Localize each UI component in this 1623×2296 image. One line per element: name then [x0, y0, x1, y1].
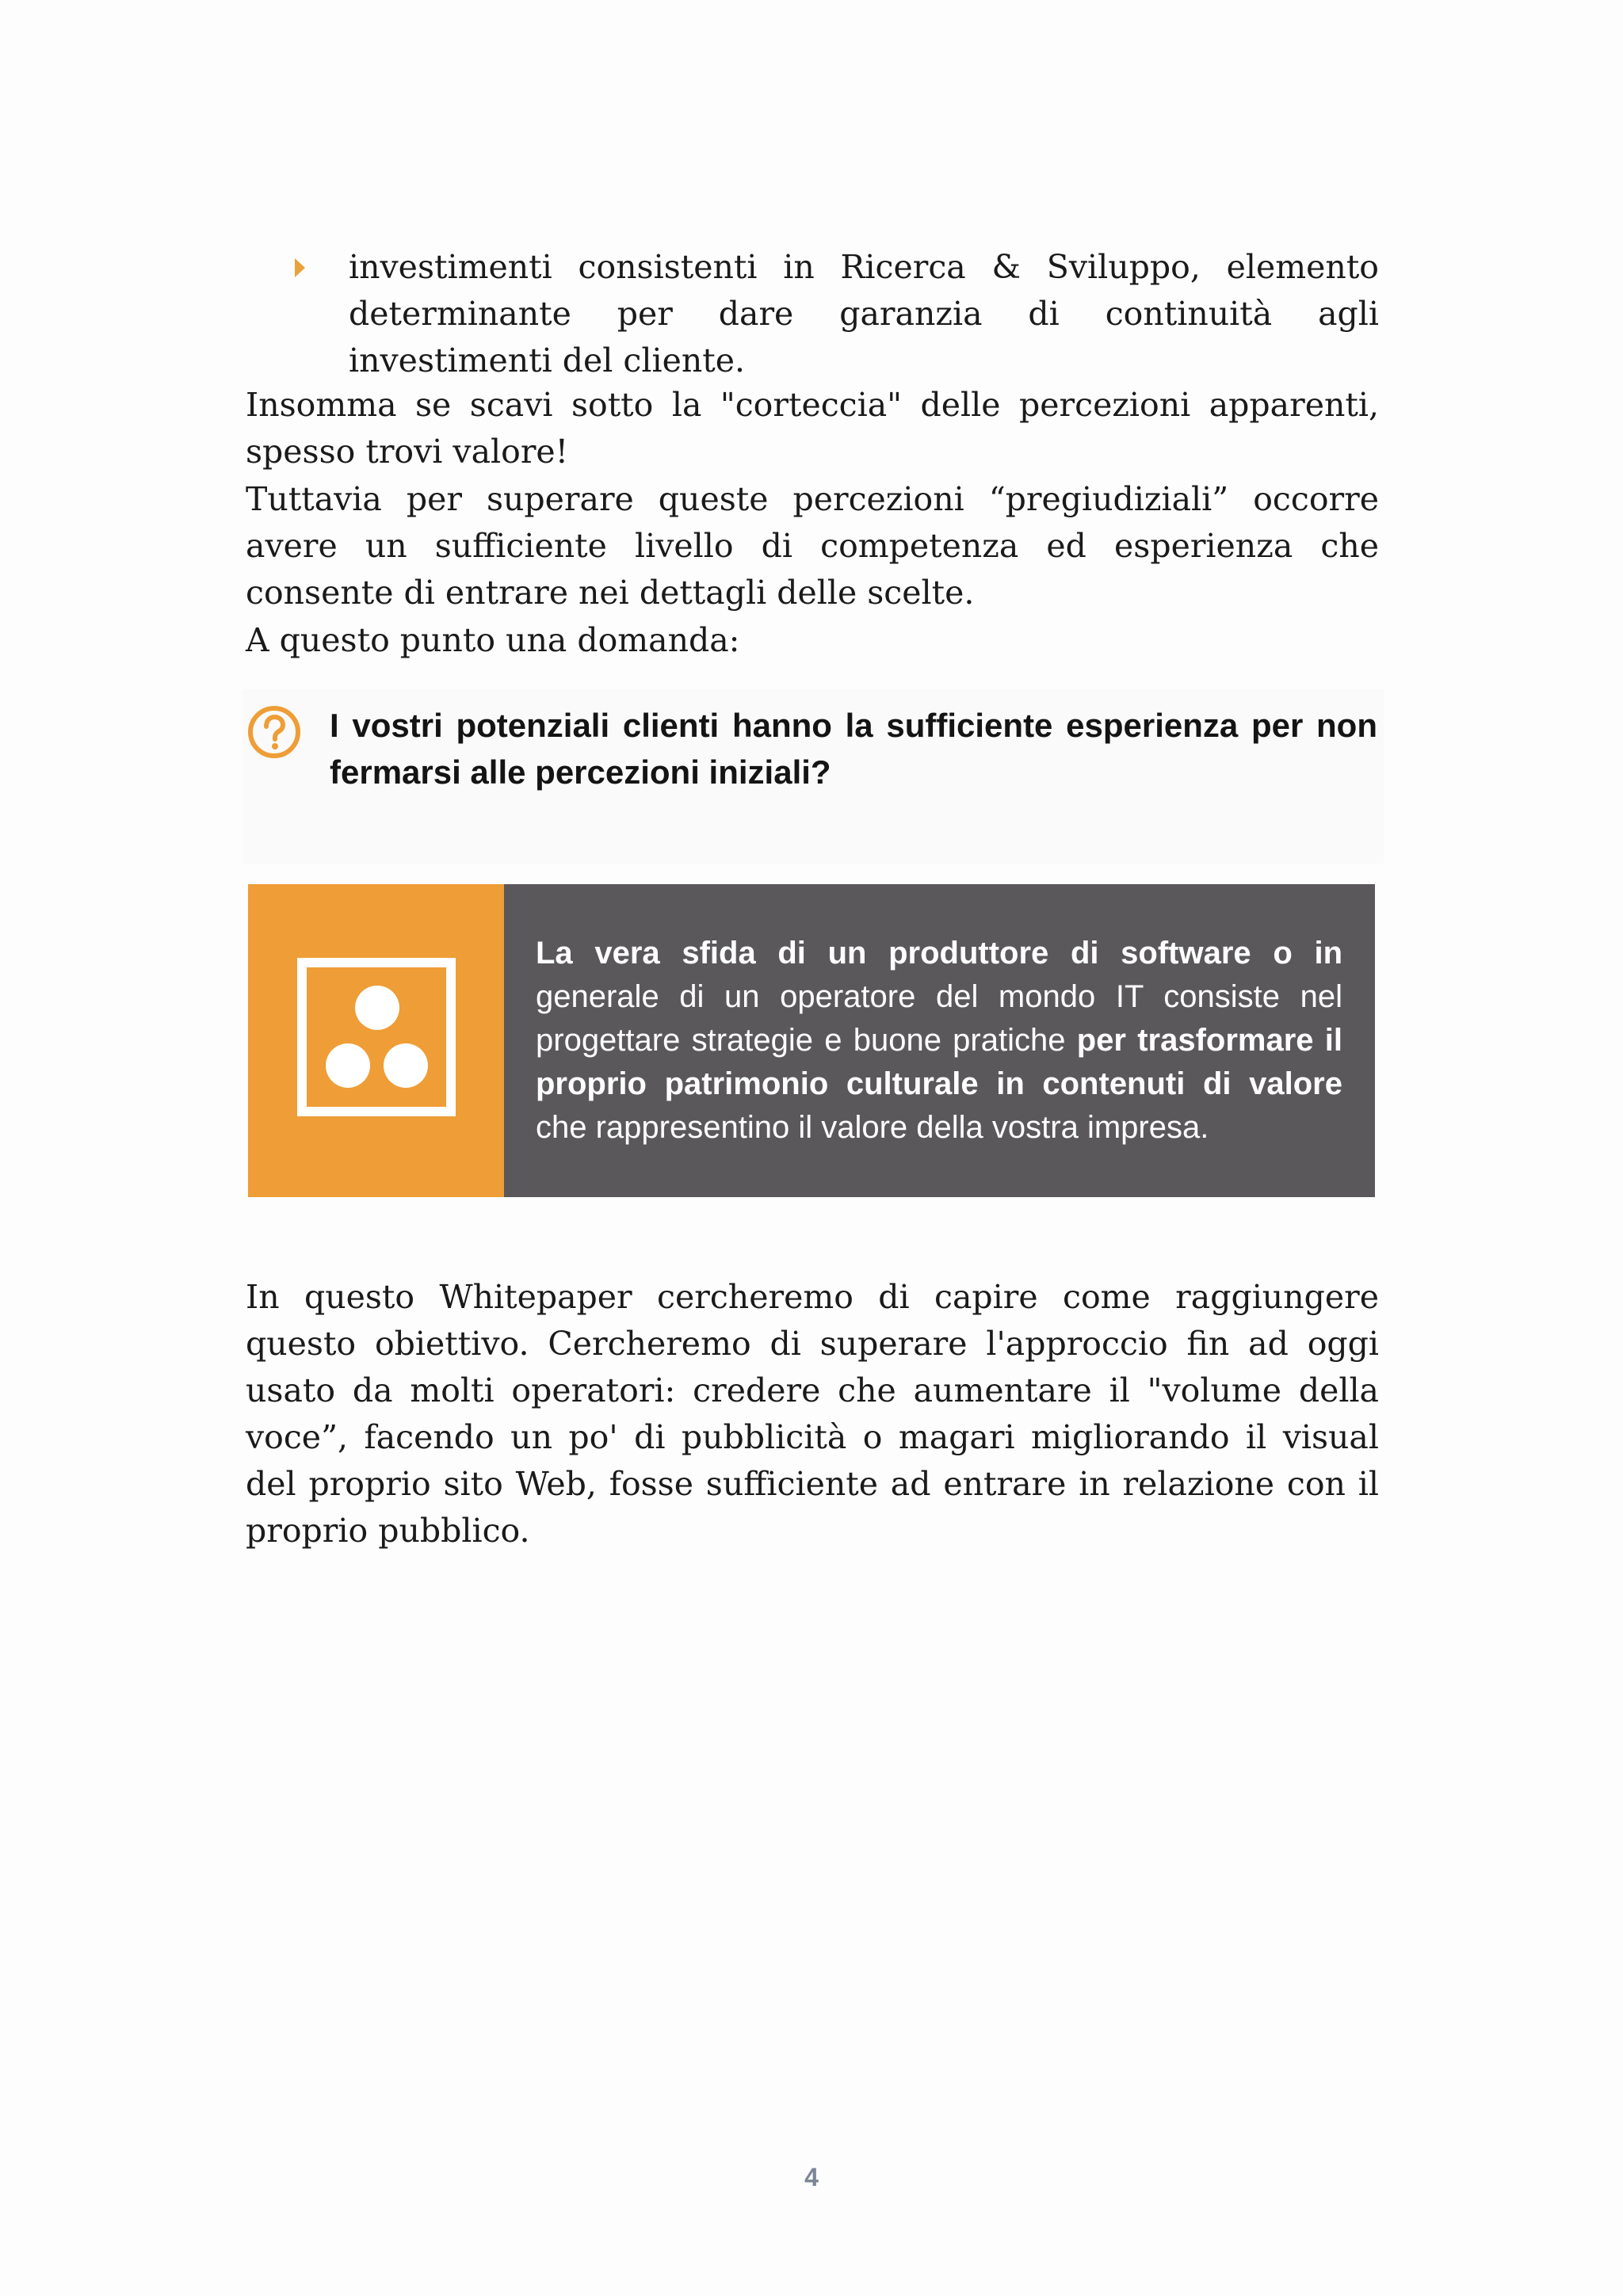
paragraph-corteccia: Insomma se scavi sotto la "corteccia" delle percezioni apparenti, spesso trovi valore!	[246, 386, 1379, 471]
paragraph-domanda: A questo punto una domanda:	[246, 621, 740, 659]
question-text: I vostri potenziali clienti hanno la sufficiente esperienza per non fermarsi alle percezioni iniziali?	[330, 707, 1377, 791]
callout-text-regular-2: che rappresentino il valore della vostra impresa.	[536, 1110, 1209, 1145]
callout-text-bold-2: per trasformare il proprio patrimonio culturale in contenuti di valore	[536, 1023, 1343, 1101]
callout-box	[248, 884, 1375, 1197]
callout-text-bold-1: La vera sfida di un produttore di software o in	[536, 936, 1342, 971]
triangle-bullet-icon	[295, 258, 305, 277]
paragraph-whitepaper: In questo Whitepaper cercheremo di capire come raggiungere questo obiettivo. Cercheremo di superare l'approccio fin ad oggi usato da molti operatori: credere che aumentare il "volume della voce”, facendo un po' di pubblicità o magari migliorando il visual del proprio sito Web, fosse sufficiente ad entrare in relazione con il proprio pubblico.	[246, 1278, 1379, 1550]
paragraph-tuttavia: Tuttavia per superare queste percezioni “pregiudiziali” occorre avere un sufficiente livello di competenza ed esperienza che consente di entrare nei dettagli delle scelte.	[246, 480, 1379, 612]
bullet-text: investimenti consistenti in Ricerca & Sviluppo, elemento determinante per dare garanzia di continuità agli investimenti del cliente.	[349, 248, 1379, 379]
callout-text	[536, 932, 1342, 1150]
question-box	[242, 689, 1384, 864]
question-circle-icon	[247, 705, 301, 759]
callout-icon-panel	[248, 884, 504, 1197]
three-dots-icon	[297, 958, 456, 1116]
page-number: 4	[804, 2163, 819, 2191]
callout-text-regular-1: generale di un operatore del mondo IT consiste nel progettare strategie e buone pratiche	[536, 979, 1342, 1058]
